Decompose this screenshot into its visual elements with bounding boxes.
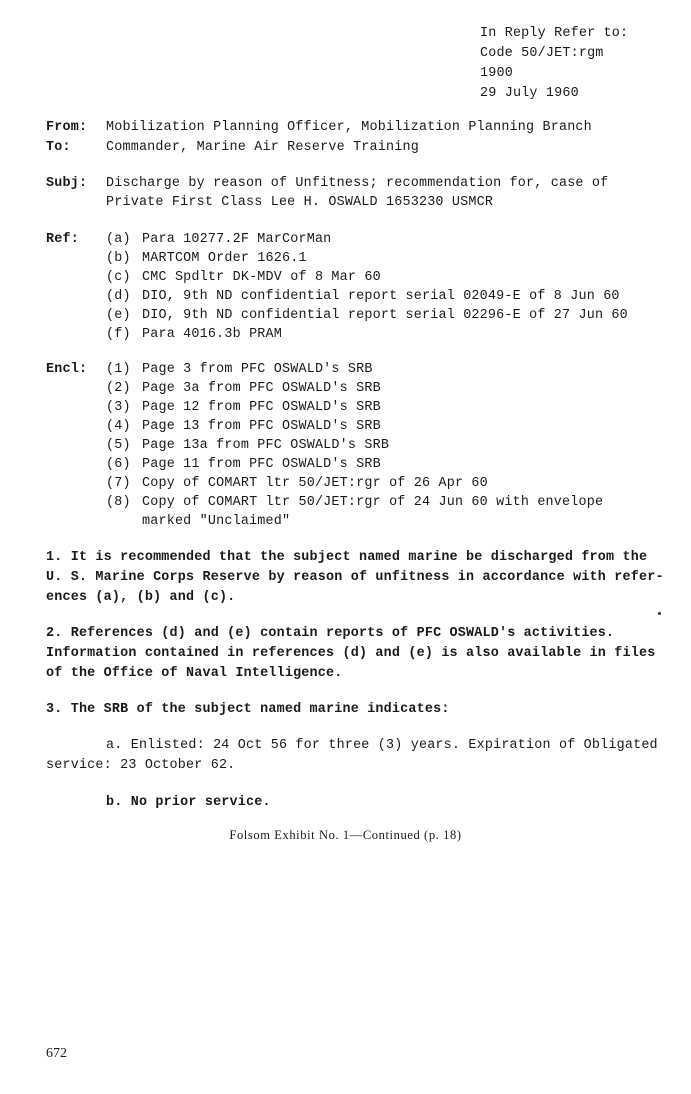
- enclosure-mark: (5): [106, 438, 131, 453]
- enclosure-text: Page 3 from PFC OSWALD's SRB: [142, 362, 373, 377]
- enclosure-text: Copy of COMART ltr 50/JET:rgr of 24 Jun 60 with envelope: [142, 495, 604, 510]
- enclosure-mark: (4): [106, 419, 131, 434]
- reply-reference-block: [480, 24, 628, 104]
- subject-line-2: Private First Class Lee H. OSWALD 1653230 USMCR: [106, 195, 494, 210]
- subject-line-1: Discharge by reason of Unfitness; recommendation for, case of: [106, 176, 609, 191]
- paragraph-line: 2. References (d) and (e) contain reports of PFC OSWALD's activities.: [46, 626, 615, 641]
- references-list: [106, 230, 666, 346]
- paragraph-line: a. Enlisted: 24 Oct 56 for three (3) years. Expiration of Obligated: [106, 738, 658, 753]
- reference-mark: (a): [106, 232, 131, 247]
- page-speck: [658, 612, 661, 615]
- paragraph-line: ences (a), (b) and (c).: [46, 590, 236, 605]
- paragraph-line: service: 23 October 62.: [46, 758, 236, 773]
- reply-refer-line: In Reply Refer to:: [480, 26, 629, 41]
- enclosure-mark: (6): [106, 457, 131, 472]
- reference-text: Para 10277.2F MarCorMan: [142, 232, 332, 247]
- to-label: To:: [46, 140, 71, 155]
- from-value: Mobilization Planning Officer, Mobilization Planning Branch: [106, 120, 592, 135]
- enclosure-text: Page 3a from PFC OSWALD's SRB: [142, 381, 381, 396]
- reference-mark: (f): [106, 327, 131, 342]
- paragraph-3: [46, 700, 661, 720]
- reference-text: Para 4016.3b PRAM: [142, 327, 283, 342]
- enclosure-text: Page 12 from PFC OSWALD's SRB: [142, 400, 381, 415]
- exhibit-caption: Folsom Exhibit No. 1—Continued (p. 18): [229, 828, 462, 842]
- enclosure-text: Page 11 from PFC OSWALD's SRB: [142, 457, 381, 472]
- paragraph-line: b. No prior service.: [106, 795, 271, 810]
- paragraph-line: Information contained in references (d) and (e) is also available in files: [46, 646, 656, 661]
- subject-label: Subj:: [46, 176, 88, 191]
- enclosure-mark: (8): [106, 495, 131, 510]
- paragraph-3a: [46, 736, 661, 776]
- reference-text: MARTCOM Order 1626.1: [142, 251, 307, 266]
- enclosure-text: Copy of COMART ltr 50/JET:rgr of 26 Apr 60: [142, 476, 488, 491]
- page-number: 672: [46, 1046, 67, 1061]
- enclosure-mark: (2): [106, 381, 131, 396]
- file-number-line: 1900: [480, 66, 513, 81]
- enclosures-list: [106, 360, 666, 536]
- from-label: From:: [46, 120, 88, 135]
- reference-mark: (b): [106, 251, 131, 266]
- enclosure-text: Page 13 from PFC OSWALD's SRB: [142, 419, 381, 434]
- enclosure-mark: (7): [106, 476, 131, 491]
- reference-text: DIO, 9th ND confidential report serial 02296-E of 27 Jun 60: [142, 308, 628, 323]
- reference-mark: (e): [106, 308, 131, 323]
- reference-mark: (d): [106, 289, 131, 304]
- paragraph-line: 3. The SRB of the subject named marine indicates:: [46, 702, 450, 717]
- to-value: Commander, Marine Air Reserve Training: [106, 140, 419, 155]
- paragraph-2: [46, 624, 661, 684]
- code-line: Code 50/JET:rgm: [480, 46, 604, 61]
- enclosure-text: marked "Unclaimed": [142, 514, 291, 529]
- paragraph-line: U. S. Marine Corps Reserve by reason of unfitness in accordance with refer-: [46, 570, 664, 585]
- paragraph-line: of the Office of Naval Intelligence.: [46, 666, 343, 681]
- enclosure-mark: (3): [106, 400, 131, 415]
- enclosure-text: Page 13a from PFC OSWALD's SRB: [142, 438, 390, 453]
- enclosures-label: Encl:: [46, 362, 88, 377]
- paragraph-1: [46, 548, 664, 608]
- references-label: Ref:: [46, 232, 79, 247]
- date-line: 29 July 1960: [480, 86, 579, 101]
- enclosure-mark: (1): [106, 362, 131, 377]
- reference-text: DIO, 9th ND confidential report serial 02049-E of 8 Jun 60: [142, 289, 620, 304]
- reference-text: CMC Spdltr DK-MDV of 8 Mar 60: [142, 270, 381, 285]
- reference-mark: (c): [106, 270, 131, 285]
- paragraph-3b: [46, 793, 661, 813]
- paragraph-line: 1. It is recommended that the subject named marine be discharged from the: [46, 550, 648, 565]
